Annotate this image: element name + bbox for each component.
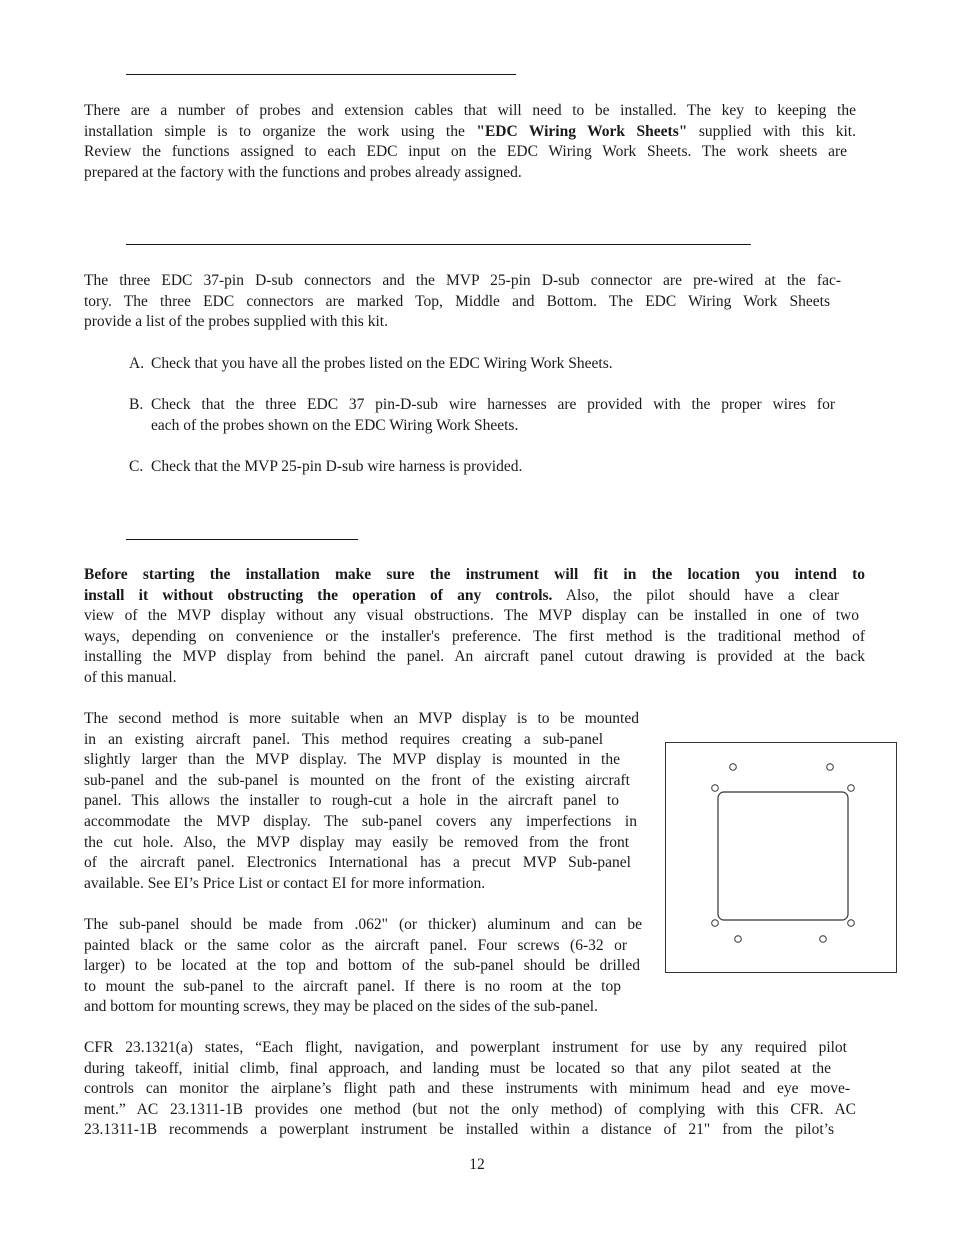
checklist-item-b: B. Check that the three EDC 37 pin-D-sub wire harnesses are provided with the proper wires for each of the probes shown on the EDC Wiring Work Sheets.	[129, 396, 835, 434]
mounting-paragraph	[84, 565, 865, 689]
text-line: Review the functions assigned to each EDC input on the EDC Wiring Work Sheets. The work sheets are	[84, 143, 847, 161]
worksheet-title: "EDC Wiring Work Sheets"	[476, 122, 688, 140]
connectors-paragraph	[84, 271, 841, 333]
material-paragraph: The sub-panel should be made from .062" (or thicker) aluminum and can be painted black or the same color as the aircraft panel. Four screws (6-32 or larger) to be located at the top and bottom of the sub-panel should be drilled to mount the sub-panel to the aircraft panel. If there is no room at the top and bottom for mounting screws, they may be placed on the sides of the sub-panel.	[84, 916, 642, 1016]
subpanel-diagram	[665, 742, 897, 973]
text-line: installation simple is to organize the work using the "EDC Wiring Work Sheets" supplied with this kit.	[84, 122, 856, 140]
checklist-item-c: C. Check that the MVP 25-pin D-sub wire harness is provided.	[129, 458, 523, 475]
text-line: install it without obstructing the operation of any controls. Also, the pilot should have a clear	[84, 586, 839, 604]
text-line: tory. The three EDC connectors are marked Top, Middle and Bottom. The EDC Wiring Work Sheets	[84, 292, 830, 310]
subpanel-drawing	[666, 743, 898, 974]
mounting-hole	[712, 785, 719, 792]
mounting-hole	[820, 936, 827, 943]
subpanel-paragraph: The second method is more suitable when an MVP display is to be mounted in an existing aircraft panel. This method requires creating a sub-panel slightly larger than the MVP display. The MVP display is mounted in the sub-panel and the sub-panel is mounted on the front of the existing aircraft panel. This allows the installer to rough-cut a hole in the aircraft panel to accommodate the MVP display. The sub-panel covers any imperfections in the cut hole. Also, the MVP display may easily be removed from the front of the aircraft panel. Electronics International has a precut MVP Sub-panel available. See EI’s Price List or contact EI for more information.	[84, 710, 639, 892]
text-line: view of the MVP display without any visual obstructions. The MVP display can be installed in one of two	[84, 607, 859, 625]
text-line: installing the MVP display from behind the panel. An aircraft panel cutout drawing is provided at the back	[84, 648, 865, 666]
mounting-hole	[827, 764, 834, 771]
text-line: The three EDC 37-pin D-sub connectors and the MVP 25-pin D-sub connector are pre-wired at the fac-	[84, 272, 841, 289]
display-cutout	[718, 792, 848, 920]
section-heading-rule-1	[126, 74, 516, 75]
mounting-hole	[848, 920, 855, 927]
text-line: ways, depending on convenience or the installer's preference. The first method is the traditional method of	[84, 627, 865, 645]
text-line: of this manual.	[84, 668, 177, 686]
text-line: prepared at the factory with the functions and probes already assigned.	[84, 163, 522, 181]
intro-paragraph	[84, 101, 856, 183]
mounting-hole	[848, 785, 855, 792]
text-line: There are a number of probes and extension cables that will need to be installed. The key to keeping the	[84, 102, 856, 119]
section-heading-rule-2	[126, 244, 751, 245]
warning-text: Before starting the installation make sure the instrument will fit in the location you intend to	[84, 566, 865, 583]
mounting-hole	[712, 920, 719, 927]
regulation-paragraph: CFR 23.1321(a) states, “Each flight, navigation, and powerplant instrument for use by any required pilot during takeoff, initial climb, final approach, and landing must be located so that any pilot seated at the controls can monitor the airplane’s flight path and these instruments with minimum head and eye move- ment.” AC 23.1311-1B provides one method (but not the only method) of complying with this CFR. AC 23.1311-1B recommends a powerplant instrument be installed within a distance of 21" from the pilot’s	[84, 1039, 856, 1139]
text-line: provide a list of the probes supplied with this kit.	[84, 313, 388, 331]
section-heading-rule-3	[126, 539, 358, 540]
mounting-hole	[730, 764, 737, 771]
checklist-item-a: A. Check that you have all the probes listed on the EDC Wiring Work Sheets.	[129, 355, 613, 372]
page-number: 12	[469, 1156, 485, 1173]
mounting-hole	[735, 936, 742, 943]
warning-text: install it without obstructing the operation of any controls.	[84, 586, 553, 604]
